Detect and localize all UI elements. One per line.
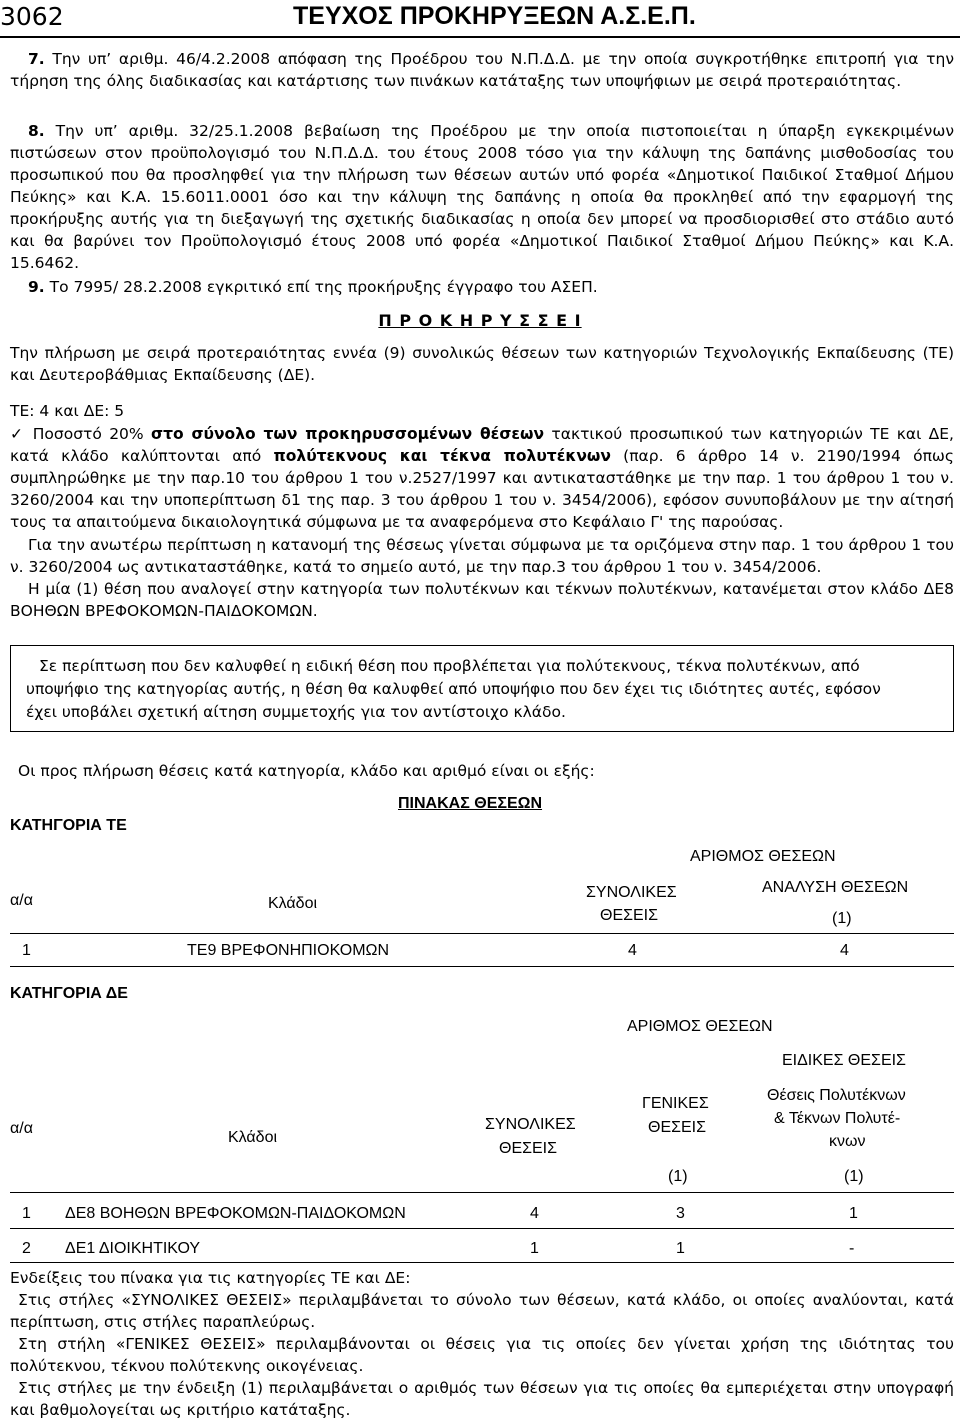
de-row-2-num: 2 (22, 1240, 31, 1257)
intro-paragraph: Την πλήρωση με σειρά προτεραιότητας εννέα (9) συνολικώς θέσεων των κατηγοριών Τεχνολογικής Εκπαίδευσης (ΤΕ) και Δευτεροβάθμιας Εκπαίδευσης (ΔΕ). (10, 344, 954, 384)
de-row-1-synolikes: 4 (530, 1205, 539, 1222)
item-7-text: Την υπ’ αριθμ. 46/4.2.2008 απόφαση της Προέδρου του Ν.Π.Δ.Δ. με την οποία συγκροτήθηκε επιτροπή για την τήρηση της όλης διαδικασίας και κατάρτισης των πινάκων κατάταξης των υποψήφιων με σειρά προτεραιότητας. (10, 50, 954, 90)
notes-title: Ενδείξεις του πίνακα για τις κατηγορίες ΤΕ και ΔΕ: (10, 1269, 411, 1287)
de-header-polyt-2: & Τέκνων Πολυτέ- (774, 1110, 901, 1127)
de-header-eidikes: ΕΙΔΙΚΕΣ ΘΕΣΕΙΣ (782, 1052, 906, 1069)
de-row-2-synolikes: 1 (530, 1240, 539, 1257)
quota-part-3: τακτικού προσωπικού των κατηγοριών ΤΕ και ΔΕ, κατά κλάδο καλύπτονται από (10, 425, 954, 465)
note-box (10, 645, 954, 732)
item-9 (10, 276, 954, 298)
positions-lead: Οι προς πλήρωση θέσεις κατά κατηγορία, κλάδο και αριθμό είναι οι εξής: (18, 762, 595, 780)
item-8-text: Την υπ’ αριθμ. 32/25.1.2008 βεβαίωση της Προέδρου με την οποία πιστοποιείται η ύπαρξη εγκεκριμένων πιστώσεων στον προϋπολογισμό του Ν.Π.Δ.Δ. του έτους 2008 τόσο για την κάλυψη της δαπάνης μισθοδοσίας του προσωπικού που θα προσληφθεί για την πλήρωση των θέσεων αυτών υπό φορέα «Δημοτικοί Παιδικοί Σταθμοί Δήμου Πεύκης» και Κ.Α. 15.6011.0001 όσο και την κάλυψη της δαπάνης η οποία θα προκληθεί από την εφαρμογή της προκήρυξης αυτής για τη διεξαγωγή της σχετικής διαδικασίας η οποία δεν μπορεί να προσδιορισθεί στο στάδιο αυτό και θα βαρύνει τον Προϋπολογισμό έτους 2008 υπό φορέα «Δημοτικοί Παιδικοί Σταθμοί Δήμου Πεύκης» και Κ.Α. 15.6462. (10, 122, 954, 272)
page-header (0, 0, 960, 40)
te-header-rule (10, 933, 954, 934)
page-number: 3062 (0, 2, 64, 31)
item-8 (10, 120, 954, 274)
proclamation-title: Π Ρ Ο Κ Η Ρ Υ Σ Σ Ε Ι (378, 311, 582, 330)
proclamation-title-wrap (0, 310, 960, 332)
de-header-one-b: (1) (844, 1168, 864, 1185)
de-header-synolikes-1: ΣΥΝΟΛΙΚΕΣ (485, 1116, 576, 1133)
quota-part-4: πολύτεκνους και τέκνα πολυτέκνων (273, 447, 611, 465)
de-row-2-polyt: - (849, 1240, 855, 1257)
note-3: Στις στήλες με την ένδειξη (1) περιλαμβάνεται ο αριθμός των θέσεων για τις οποίες θα εμπεριέχεται στην υπογραφή και βαθμολογείται ως κριτήριο κατάταξης. (10, 1379, 954, 1419)
te-row-1-num: 1 (22, 942, 31, 959)
te-header-klados: Κλάδοι (268, 895, 318, 912)
one-position-paragraph: Η μία (1) θέση που αναλογεί στην κατηγορία των πολυτέκνων και τέκνων πολυτέκνων, κατανέμεται στον κλάδο ΔΕ8 ΒΟΗΘΩΝ ΒΡΕΦΟΚΟΜΩΝ-ΠΑΙΔΟΚΟΜΩΝ. (10, 580, 954, 620)
te-header-num: α/α (10, 892, 33, 909)
de-row-2-rule (10, 1262, 954, 1263)
de-header-genikes-2: ΘΕΣΕΙΣ (648, 1119, 707, 1136)
de-header-genikes-1: ΓΕΝΙΚΕΣ (642, 1095, 709, 1112)
te-header-synolikes-2: ΘΕΣΕΙΣ (600, 907, 659, 924)
te-row-1-synolikes: 4 (628, 942, 637, 959)
quota-part-1: Ποσοστό 20% (32, 425, 144, 443)
header-rule (0, 36, 960, 38)
note-line-1: Σε περίπτωση που δεν καλυφθεί η ειδική θέση που προβλέπεται για πολύτεκνους, τέκνα πολυτέκνων, από (39, 657, 860, 675)
checkmark-icon: ✓ (10, 425, 26, 443)
de-row-1-num: 1 (22, 1205, 31, 1222)
note-2: Στη στήλη «ΓΕΝΙΚΕΣ ΘΕΣΕΙΣ» περιλαμβάνονται οι θέσεις για τις οποίες δεν γίνεται χρήση της ιδιότητας του πολύτεκνου, τέκνου πολύτεκνης οικογένειας. (10, 1335, 954, 1375)
de-row-2-klados: ΔΕ1 ΔΙΟΙΚΗΤΙΚΟΥ (65, 1240, 201, 1257)
quota-part-5: (παρ. 6 άρθρο 14 ν. 2190/1994 όπως συμπληρώθηκε με την παρ.10 του άρθρου 1 του ν.2527/1997 και αντικαταστάθηκε με την παρ. 1 του άρθρου 1 του ν. 3260/2004 και την υποπερίπτωση δ1 της παρ. 3 του άρθρου 1 του ν. 3454/2006), εφόσον συνυποβάλουν με την αίτησή τους τα απαιτούμενα δικαιολογητικά σύμφωνα με τα αναφερόμενα στο Κεφάλαιο Γ' της παρούσας. (10, 447, 954, 531)
de-header-synolikes-2: ΘΕΣΕΙΣ (499, 1140, 558, 1157)
quota-paragraph (10, 423, 954, 533)
note-1: Στις στήλες «ΣΥΝΟΛΙΚΕΣ ΘΕΣΕΙΣ» περιλαμβάνεται το σύνολο των θέσεων, κατά κλάδο, οι οποίες αναλύονται, κατά περίπτωση, στις στήλες παραπλεύρως. (10, 1291, 954, 1331)
de-header-one-a: (1) (668, 1168, 688, 1185)
de-category-label: ΚΑΤΗΓΟΡΙΑ ΔΕ (10, 985, 128, 1002)
quota-part-2: στο σύνολο των προκηρυσσομένων θέσεων (151, 425, 545, 443)
table-title: ΠΙΝΑΚΑΣ ΘΕΣΕΩΝ (398, 795, 543, 812)
note-line-2: υποψήφιο της κατηγορίας αυτής, η θέση θα καλυφθεί από υποψήφιο που δεν έχει τις ιδιότητες αυτές, εφόσον (26, 680, 881, 698)
de-row-1-genikes: 3 (676, 1205, 685, 1222)
item-7-number: 7. (28, 50, 45, 68)
item-8-number: 8. (28, 122, 45, 140)
de-header-rule (10, 1192, 954, 1193)
item-7 (10, 48, 954, 92)
te-row-rule (10, 966, 954, 967)
case-paragraph: Για την ανωτέρω περίπτωση η κατανομή της θέσεως γίνεται σύμφωνα με τα οριζόμενα στην παρ. 1 του άρθρου 1 του ν. 3260/2004 ως αντικαταστάθηκε, κατά το σημείο αυτό, με την παρ.3 του άρθρου 1 του ν. 3454/2006. (10, 536, 954, 576)
te-header-one: (1) (832, 910, 852, 927)
te-row-1-klados: ΤΕ9 ΒΡΕΦΟΝΗΠΙΟΚΟΜΩΝ (187, 942, 390, 959)
journal-title: ΤΕΥΧΟΣ ΠΡΟΚΗΡΥΞΕΩΝ Α.Σ.Ε.Π. (293, 2, 696, 30)
de-row-1-klados: ΔΕ8 ΒΟΗΘΩΝ ΒΡΕΦΟΚΟΜΩΝ-ΠΑΙΔΟΚΟΜΩΝ (65, 1205, 406, 1222)
de-row-2-genikes: 1 (676, 1240, 685, 1257)
item-9-number: 9. (28, 278, 45, 296)
te-header-analysi: ΑΝΑΛΥΣΗ ΘΕΣΕΩΝ (762, 879, 909, 896)
de-row-1-polyt: 1 (849, 1205, 858, 1222)
te-header-synolikes-1: ΣΥΝΟΛΙΚΕΣ (586, 884, 677, 901)
category-counts: ΤΕ: 4 και ΔΕ: 5 (10, 402, 125, 420)
te-category-label: ΚΑΤΗΓΟΡΙΑ ΤΕ (10, 817, 127, 834)
de-header-num: α/α (10, 1120, 33, 1137)
te-header-arithmos: ΑΡΙΘΜΟΣ ΘΕΣΕΩΝ (690, 848, 836, 865)
de-header-polyt-3: κνων (829, 1133, 866, 1150)
item-9-text: Το 7995/ 28.2.2008 εγκριτικό επί της προκήρυξης έγγραφο του ΑΣΕΠ. (49, 278, 598, 296)
de-header-polyt-1: Θέσεις Πολυτέκνων (767, 1087, 906, 1104)
note-line-3: έχει υποβάλει σχετική αίτηση συμμετοχής για τον αντίστοιχο κλάδο. (26, 703, 566, 721)
de-header-arithmos: ΑΡΙΘΜΟΣ ΘΕΣΕΩΝ (627, 1018, 773, 1035)
de-header-klados: Κλάδοι (228, 1129, 278, 1146)
de-row-1-rule (10, 1228, 954, 1229)
te-row-1-analysi: 4 (840, 942, 849, 959)
